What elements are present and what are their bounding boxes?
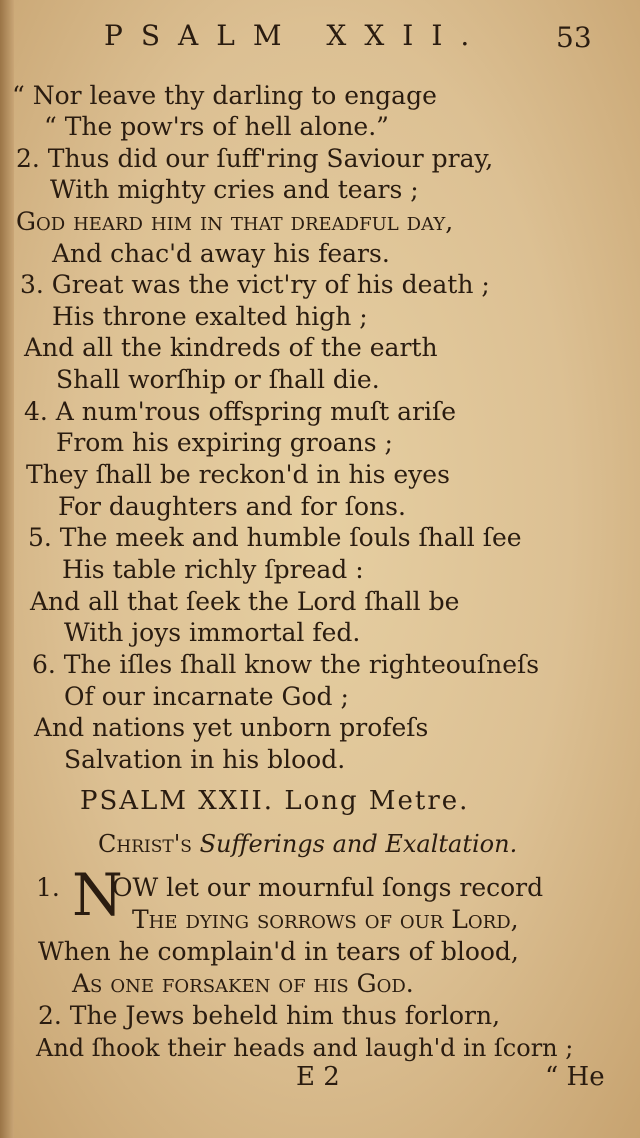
verse-line: God heard him in that dreadful day, [16,207,454,236]
signature-mark: E 2 [296,1062,340,1092]
verse-line: And chac'd away his fears. [52,239,390,268]
subtitle-caps: Christ's [98,830,192,858]
verse-line: For daughters and for ſons. [58,492,406,521]
verse-line: 4. A num'rous offspring muſt ariſe [24,397,457,426]
verse-line: And all the kindreds of the earth [24,333,438,362]
verse-line: When he complain'd in tears of blood, [38,937,519,966]
verse-line: 5. The meek and humble ſouls ſhall ſee [28,523,522,552]
section-heading: PSALM XXII. Long Metre. [80,786,470,816]
verse-line: And all that ſeek the Lord ſhall be [30,587,460,616]
verse-line: As one forſaken of his God. [72,969,414,998]
verse-line: 2. The Jews beheld him thus forlorn, [38,1001,501,1030]
verse-line: His table richly ſpread : [62,555,364,584]
verse-line: Of our incarnate God ; [64,682,349,711]
section-subtitle [98,828,517,860]
verse-line: 6. The iſles ſhall know the righteouſneſs [32,650,540,679]
verse-line: They ſhall be reckon'd in his eyes [26,460,450,489]
verse-line: 2. Thus did our ſuff'ring Saviour pray, [16,144,494,173]
verse-line: “ The pow'rs of hell alone.” [44,112,389,141]
running-title: PSALM XXII. [104,19,488,52]
catchword: “ He [545,1062,605,1092]
verse-line: 3. Great was the vict'ry of his death ; [20,270,490,299]
verse-line: The dying ſorrows of our Lord, [132,905,519,934]
page-gutter [0,0,14,1138]
page-number: 53 [556,21,592,54]
verse-line: And nations yet unborn profeſs [34,713,429,742]
verse-line: With mighty cries and tears ; [50,175,419,204]
verse-line: With joys immortal fed. [64,618,361,647]
verse-line: Shall worſhip or ſhall die. [56,365,380,394]
drop-cap: N [72,861,123,929]
verse-line: OW let our mournful ſongs record [112,873,544,902]
page-footer [0,1062,640,1102]
verse-number: 1. [36,873,60,902]
verse-line: From his expiring groans ; [56,428,393,457]
running-header [0,18,640,58]
verse-line: And ſhook their heads and laugh'd in ſcorn ; [36,1034,574,1062]
verse-line: Salvation in his blood. [64,745,346,774]
verse-line: His throne exalted high ; [52,302,368,331]
verse-line: “ Nor leave thy darling to engage [12,81,437,110]
subtitle-italic: Sufferings and Exaltation. [199,830,518,858]
